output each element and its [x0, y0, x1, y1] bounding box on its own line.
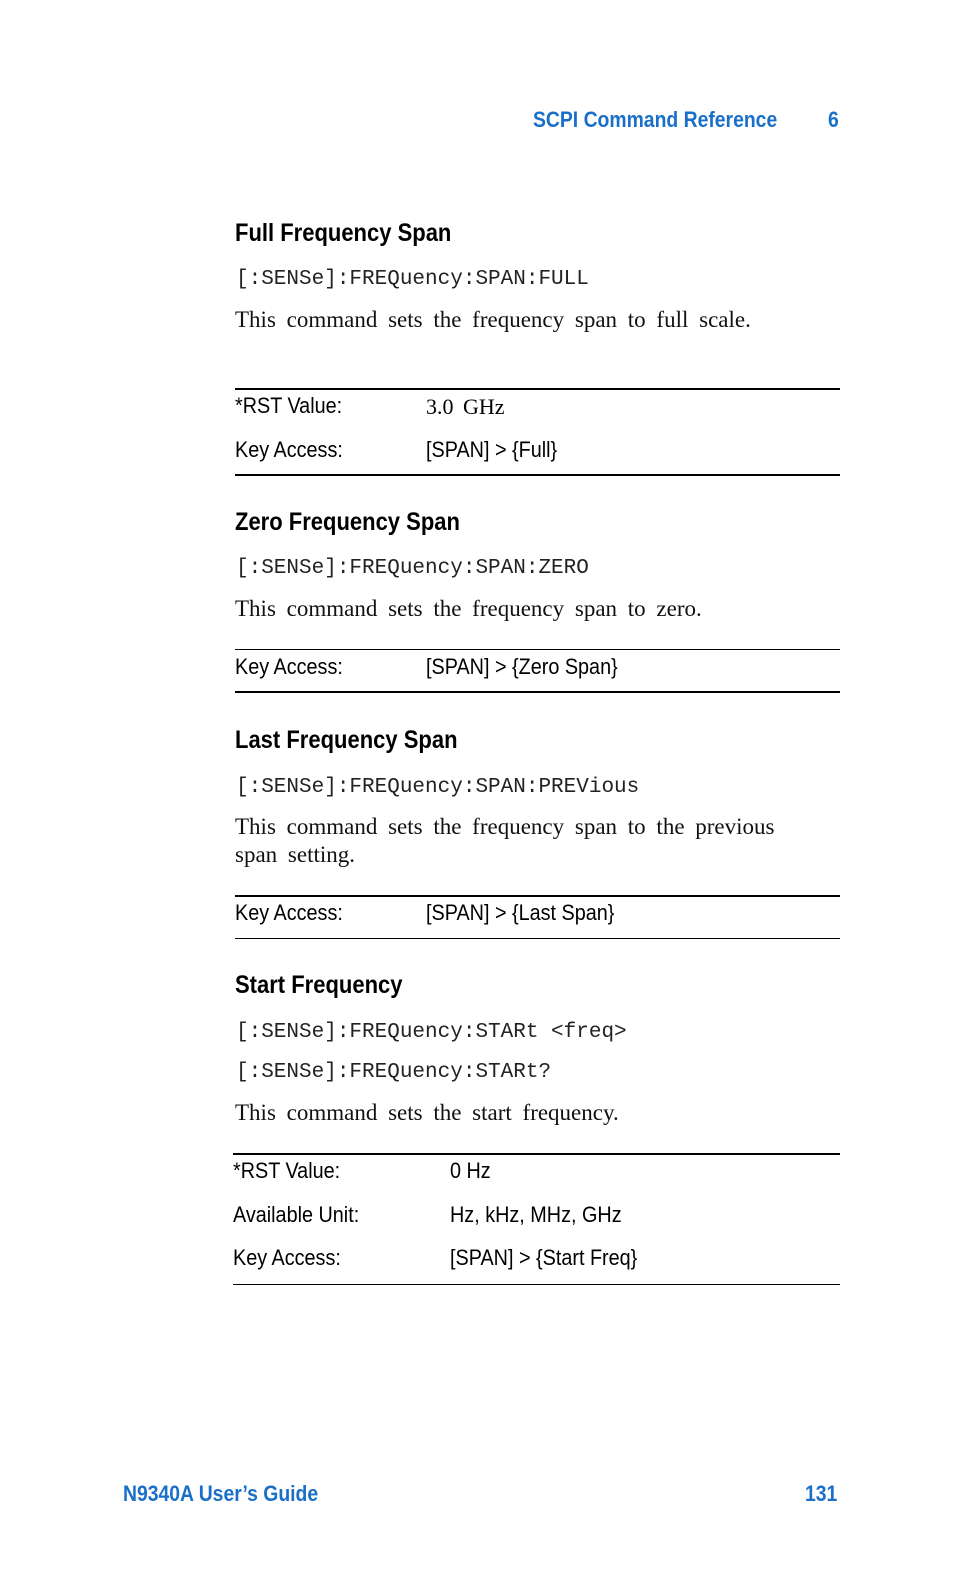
- scpi-command: [:SENSe]:FREQuency:SPAN:ZERO: [236, 557, 589, 580]
- table-label: Key Access:: [235, 437, 343, 462]
- table-value: 0 Hz: [450, 1158, 491, 1183]
- table-top-rule: [235, 388, 840, 390]
- table-bottom-rule: [235, 474, 840, 476]
- table-value: Hz, kHz, MHz, GHz: [450, 1202, 622, 1227]
- section-title-start-frequency: Start Frequency: [235, 971, 403, 999]
- table-bottom-rule: [233, 1284, 840, 1285]
- section-description: This command sets the frequency span to the previous span setting.: [235, 814, 775, 867]
- table-value: [SPAN] > {Last Span}: [426, 900, 615, 925]
- section-description: This command sets the frequency span to zero.: [235, 596, 702, 621]
- section-title-zero-span: Zero Frequency Span: [235, 508, 460, 536]
- table-bottom-rule: [235, 691, 840, 693]
- table-top-rule: [233, 1153, 840, 1155]
- table-label: Available Unit:: [233, 1202, 360, 1227]
- table-value: [SPAN] > {Full}: [426, 437, 558, 462]
- section-title-last-span: Last Frequency Span: [235, 726, 458, 754]
- table-value: 3.0 GHz: [426, 394, 505, 419]
- footer-guide-title: N9340A User’s Guide: [123, 1481, 319, 1506]
- table-top-rule: [235, 649, 840, 650]
- scpi-command: [:SENSe]:FREQuency:SPAN:PREVious: [236, 776, 640, 799]
- table-label: *RST Value:: [235, 393, 343, 418]
- chapter-title: SCPI Command Reference: [533, 107, 778, 132]
- table-label: Key Access:: [233, 1245, 341, 1270]
- scpi-query: [:SENSe]:FREQuency:STARt?: [236, 1061, 552, 1084]
- section-title-full-span: Full Frequency Span: [235, 219, 452, 247]
- table-bottom-rule: [235, 938, 840, 939]
- table-value: [SPAN] > {Zero Span}: [426, 654, 618, 679]
- scpi-command: [:SENSe]:FREQuency:SPAN:FULL: [236, 268, 589, 291]
- table-label: Key Access:: [235, 900, 343, 925]
- section-description: This command sets the frequency span to full scale.: [235, 307, 751, 332]
- page-number: 131: [805, 1481, 838, 1506]
- table-label: Key Access:: [235, 654, 343, 679]
- table-top-rule: [235, 895, 840, 897]
- table-value: [SPAN] > {Start Freq}: [450, 1245, 638, 1270]
- chapter-number: 6: [828, 107, 839, 132]
- table-label: *RST Value:: [233, 1158, 341, 1183]
- section-description: This command sets the start frequency.: [235, 1100, 619, 1125]
- scpi-command: [:SENSe]:FREQuency:STARt <freq>: [236, 1021, 627, 1044]
